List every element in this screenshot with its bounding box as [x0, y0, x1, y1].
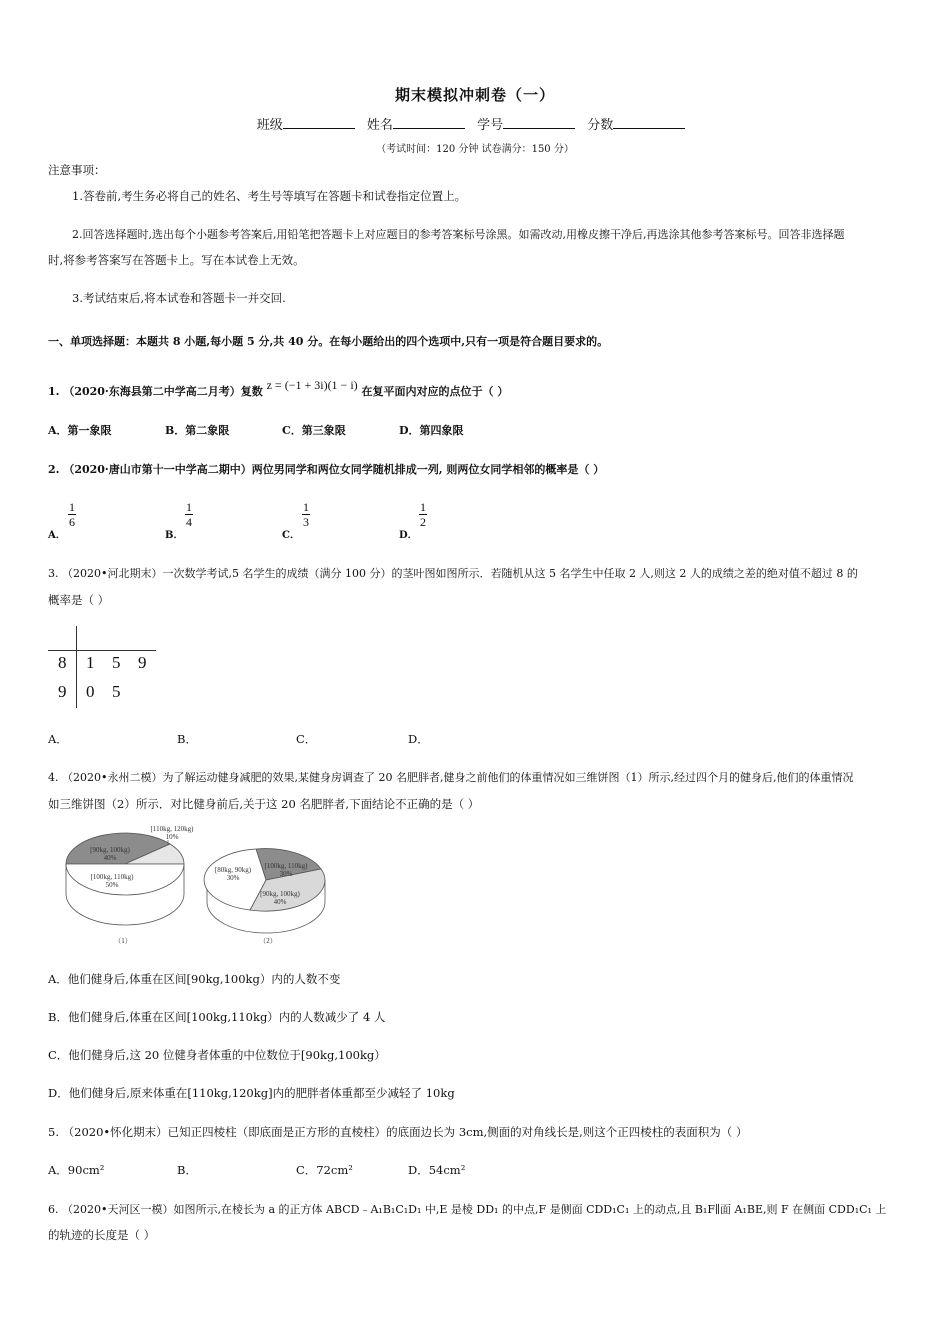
- q2-option-c-fraction: [302, 500, 310, 529]
- q4-option-b[interactable]: B．他们健身后,体重在区间[100kg,110kg）内的人数减少了 4 人: [48, 1010, 386, 1024]
- stem-leaf-plot: [48, 626, 158, 708]
- notes-heading: 注意事项：: [48, 163, 106, 177]
- q2-option-b-denominator: 4: [186, 515, 192, 529]
- stem-row-2: 9: [58, 682, 67, 701]
- q1-prefix: 1. （2020·东海县第二中学高二月考）复数: [48, 385, 263, 398]
- exam-meta: （考试时间：120 分钟 试卷满分：150 分）: [376, 144, 574, 155]
- name-field-blank[interactable]: [393, 115, 465, 129]
- q2-option-d[interactable]: [399, 500, 439, 540]
- q3-option-d[interactable]: D．: [408, 732, 429, 746]
- class-field-blank[interactable]: [283, 115, 355, 129]
- q2-option-c-label: C．: [282, 530, 300, 541]
- q2-option-b-numerator: 1: [186, 500, 192, 514]
- pie-2-label-light-pct: 40%: [273, 898, 287, 906]
- pie-1-caption: （1）: [114, 937, 132, 945]
- pie-1: [66, 826, 194, 945]
- q1-option-a[interactable]: A．第一象限: [48, 424, 112, 437]
- pie-1-label-dark-pct: 40%: [103, 854, 117, 862]
- pie-1-label-top-pct: 10%: [165, 833, 179, 841]
- pie-1-label-dark: [90kg, 100kg): [90, 846, 130, 854]
- note-item-2-line1: 2.回答选择题时,选出每个小题参考答案后,用铅笔把答题卡上对应题目的参考答案标号涂黑。如需改动,用橡皮擦干净后,再选涂其他参考答案标号。回答非选择题: [72, 228, 845, 241]
- pie-charts: [60, 826, 340, 950]
- note-item-1: 1.答卷前,考生务必将自己的姓名、考生号等填写在答题卡和试卷指定位置上。: [72, 189, 467, 203]
- q4-option-c[interactable]: C．他们健身后,这 20 位健身者体重的中位数位于[90kg,100kg）: [48, 1048, 386, 1062]
- question-5: 5. （2020•怀化期末）已知正四棱柱（即底面是正方形的直棱柱）的底面边长为 3cm,侧面的对角线长是,则这个正四棱柱的表面积为（ ）: [48, 1125, 748, 1139]
- note-item-2-line2: 时,将参考答案写在答题卡上。写在本试卷上无效。: [48, 253, 305, 267]
- question-4-line1: 4. （2020•永州二模）为了解运动健身减肥的效果,某健身房调查了 20 名肥胖者,健身之前他们的体重情况如三维饼图（1）所示,经过四个月的健身后,他们的体重情况: [48, 771, 854, 784]
- note-item-3: 3.考试结束后,将本试卷和答题卡一并交回.: [72, 291, 286, 305]
- q5-option-a[interactable]: A．90cm²: [48, 1163, 105, 1177]
- q4-option-d[interactable]: D．他们健身后,原来体重在[110kg,120kg]内的肥胖者体重都至少减轻了 10kg: [48, 1086, 455, 1100]
- q3-option-b[interactable]: B．: [177, 732, 197, 746]
- q2-option-a-label: A．: [48, 530, 66, 541]
- student-info-fields: [0, 114, 950, 133]
- question-3-line1: 3. （2020•河北期末）一次数学考试,5 名学生的成绩（满分 100 分）的茎叶图如图所示．若随机从这 5 名学生中任取 2 人,则这 2 人的成绩之差的绝对值不超过 8 的: [48, 567, 858, 580]
- q2-option-c[interactable]: [282, 500, 322, 540]
- stem-leaf-horizontal-line: [48, 650, 156, 651]
- q2-option-c-denominator: 3: [303, 515, 309, 529]
- name-field-label: 姓名: [366, 118, 393, 133]
- question-1: [48, 378, 509, 399]
- page-title: 期末模拟冲刺卷（一）: [394, 86, 555, 104]
- q2-option-a-numerator: 1: [69, 500, 75, 514]
- pie-2-label-left: [80kg, 90kg): [214, 866, 252, 874]
- question-2: 2. （2020·唐山市第十一中学高二期中）两位男同学和两位女同学随机排成一列, 则两位女同学相邻的概率是（ ）: [48, 463, 605, 476]
- q2-option-b[interactable]: [165, 500, 205, 540]
- q1-option-b[interactable]: B．第二象限: [165, 424, 230, 437]
- question-6-line2: 的轨迹的长度是（ ）: [48, 1228, 156, 1242]
- q4-option-a[interactable]: A．他们健身后,体重在区间[90kg,100kg）内的人数不变: [48, 972, 341, 986]
- leaf-row-2-2: 5: [112, 682, 121, 701]
- question-4-line2: 如三维饼图（2）所示．对比健身前后,关于这 20 名肥胖者,下面结论不正确的是（ ）: [48, 797, 480, 811]
- stem-row-1: 8: [58, 653, 67, 672]
- pie-2-label-left-pct: 30%: [226, 874, 240, 882]
- q1-option-d[interactable]: D．第四象限: [399, 424, 464, 437]
- pie-2-label-dark: [100kg, 110kg): [264, 862, 308, 870]
- q5-option-c[interactable]: C．72cm²: [296, 1163, 353, 1177]
- q2-option-b-label: B．: [165, 530, 184, 541]
- question-3-line2: 概率是（ ）: [48, 593, 110, 607]
- id-field-blank[interactable]: [503, 115, 575, 129]
- q2-option-d-denominator: 2: [420, 515, 426, 529]
- pie-2-label-light: [90kg, 100kg): [260, 890, 300, 898]
- q1-option-c[interactable]: C．第三象限: [282, 424, 346, 437]
- leaf-row-1-1: 1: [86, 653, 95, 672]
- pie-1-label-top: [110kg, 120kg): [150, 826, 194, 833]
- leaf-row-2-1: 0: [86, 682, 95, 701]
- score-field-blank[interactable]: [613, 115, 685, 129]
- pie-2: [204, 849, 325, 945]
- leaf-row-1-2: 5: [112, 653, 121, 672]
- q3-option-c[interactable]: C．: [296, 732, 317, 746]
- q2-option-a-denominator: 6: [69, 515, 75, 529]
- q2-option-a[interactable]: [48, 500, 88, 540]
- pie-2-label-dark-pct: 30%: [279, 870, 293, 878]
- q2-option-d-fraction: [419, 500, 427, 529]
- q1-formula: z = (−1 + 3i)(1 − i): [266, 378, 358, 392]
- pie-2-caption: （2）: [259, 937, 277, 945]
- q2-option-d-label: D．: [399, 530, 418, 541]
- question-6-line1: 6. （2020•天河区一模）如图所示,在棱长为 a 的正方体 ABCD﹣A₁B₁C₁D₁ 中,E 是棱 DD₁ 的中点,F 是侧面 CDD₁C₁ 上的动点,且 B₁F∥面 A₁BE,则 F 在侧面 CDD₁C₁ 上: [48, 1203, 887, 1216]
- section-1-heading: 一、单项选择题：本题共 8 小题,每小题 5 分,共 40 分。在每小题给出的四个选项中,只有一项是符合题目要求的。: [48, 335, 609, 348]
- pie-1-label-white-pct: 50%: [105, 881, 119, 889]
- q3-option-a[interactable]: A．: [48, 732, 68, 746]
- q2-option-d-numerator: 1: [420, 500, 426, 514]
- q1-suffix: 在复平面内对应的点位于（ ）: [361, 385, 509, 398]
- q2-option-c-numerator: 1: [303, 500, 309, 514]
- leaf-row-1-3: 9: [138, 653, 147, 672]
- pie-1-label-white: [100kg, 110kg): [90, 873, 134, 881]
- q2-option-a-fraction: [68, 500, 76, 529]
- id-field-label: 学号: [477, 118, 504, 133]
- q2-option-b-fraction: [185, 500, 193, 529]
- q5-option-d[interactable]: D．54cm²: [408, 1163, 466, 1177]
- stem-leaf-vertical-line: [76, 626, 77, 708]
- class-field-label: 班级: [256, 118, 283, 133]
- q5-option-b[interactable]: B．: [177, 1163, 197, 1177]
- score-field-label: 分数: [587, 118, 614, 133]
